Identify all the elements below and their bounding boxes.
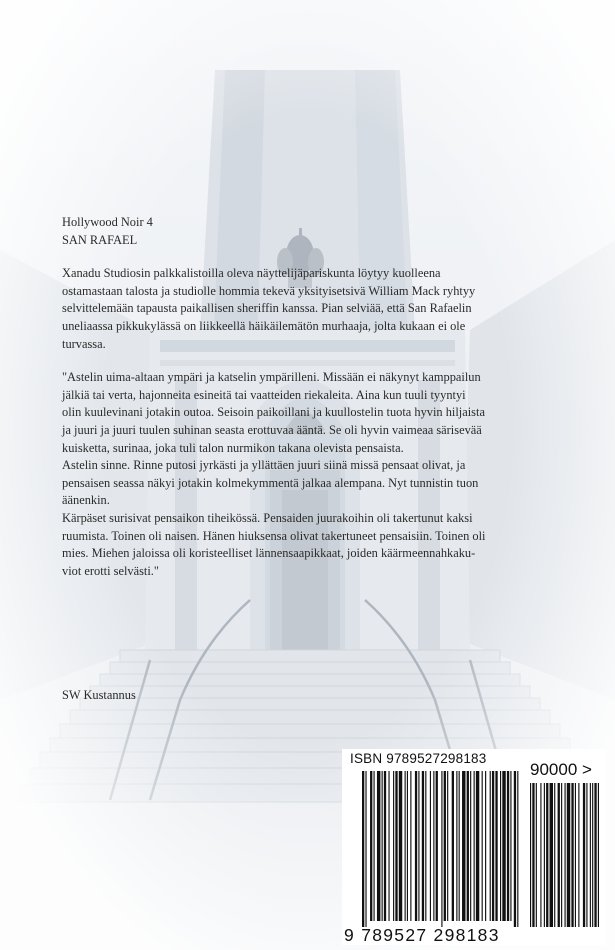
barcode-addon-bar	[530, 783, 531, 927]
barcode-bar	[395, 771, 397, 921]
barcode-addon-bar	[565, 783, 566, 927]
excerpt-line: Kärpäset surisivat pensaikon tiheikössä. Pensaiden juurakoihin oli takertunut kaksi	[62, 510, 473, 525]
barcode-bar	[482, 771, 483, 921]
barcode-bar	[502, 771, 505, 921]
barcode-addon-bar	[578, 783, 579, 927]
barcode-bar	[485, 771, 486, 921]
synopsis-paragraph	[62, 265, 562, 353]
back-cover-text	[62, 214, 562, 580]
barcode-bar	[422, 771, 424, 921]
barcode-addon-bar	[540, 783, 541, 927]
barcode-bar	[436, 771, 438, 921]
series-name: Hollywood Noir 4	[62, 215, 153, 229]
barcode-addon-bar	[594, 783, 596, 927]
barcode-bar	[388, 771, 389, 921]
barcode-bar	[470, 771, 471, 921]
barcode-addon-bar	[590, 783, 591, 927]
barcode-bar	[425, 771, 426, 921]
barcode-addon-bar	[550, 783, 553, 927]
barcode-bar	[415, 771, 417, 921]
barcode-bar	[384, 771, 386, 921]
barcode-bar	[365, 771, 366, 927]
synopsis-line: Xanadu Studiosin palkkalistoilla oleva näyttelijäpariskunta löytyy kuolleena	[62, 266, 441, 281]
barcode-addon-bar	[571, 783, 573, 927]
barcode-bar	[370, 771, 372, 921]
excerpt-line: Astelin sinne. Rinne putosi jyrkästi ja yllättäen juuri siinä missä pensaat olivat, ja	[62, 458, 466, 473]
barcode-bar	[490, 771, 491, 921]
barcode-addon-bar	[586, 783, 587, 927]
publisher-name: SW Kustannus	[62, 688, 136, 702]
barcode-bar	[500, 771, 501, 921]
barcode-addon-bar	[592, 783, 593, 927]
excerpt-line: ja juuri ja juuri tuulen suhinan seasta erottuvaa ääntä. Se oli hyvin vaimeaa särisevää	[62, 422, 482, 437]
excerpt-line: äänenkin.	[62, 493, 110, 508]
barcode-bar	[441, 771, 442, 927]
barcode-bar	[492, 771, 494, 921]
synopsis-line: turvassa.	[62, 336, 106, 351]
excerpt-line: "Astelin uima-altaan ympäri ja katselin ympärilleni. Missään ei näkynyt kamppailun	[62, 370, 481, 385]
barcode-digits: 9 789527 298183	[344, 925, 500, 945]
barcode-bar	[517, 771, 518, 927]
barcode-bar	[362, 771, 364, 927]
barcode-bar	[377, 771, 380, 921]
barcode-addon-bar	[583, 783, 585, 927]
barcode-addon-bar	[532, 783, 534, 927]
book-title: SAN RAFAEL	[62, 232, 138, 247]
barcode-bar	[410, 771, 411, 921]
excerpt-line: jälkiä tai verta, hajonneita esineitä tai vaatteiden riekaleita. Aina kun tuuli tyyntyi	[62, 387, 466, 402]
barcode-addon-bar	[536, 783, 537, 927]
isbn-barcode	[342, 749, 606, 945]
excerpt-paragraph	[62, 369, 562, 580]
barcode-bar	[452, 771, 454, 921]
barcode-bar	[374, 771, 375, 921]
synopsis-line: uneliaassa pikkukylässä on liikkeellä häikäilemätön murhaaja, jolta kukaan ei ole	[62, 318, 466, 333]
barcode-bar	[407, 771, 408, 921]
barcode-bar	[382, 771, 383, 921]
excerpt-line: pensaisen seassa näkyi jotakin kolmekymmentä jalkaa alempana. Nyt tunnistin tuon	[62, 475, 479, 490]
barcode-bar	[476, 771, 479, 921]
excerpt-line: kuisketta, surinaa, joka tuli talon nurmikon takana olevista pensaista.	[62, 440, 404, 455]
barcode-addon-bar	[558, 783, 560, 927]
barcode-bar	[430, 771, 431, 921]
barcode-bar	[393, 771, 394, 921]
barcode-bars	[342, 749, 606, 945]
barcode-bar	[405, 771, 406, 921]
excerpt-line: olin kuulevinani jotakin outoa. Seisoin paikoillani ja kuullostelin tuota hyvin hiljaista	[62, 405, 485, 420]
barcode-bar	[447, 771, 448, 921]
barcode-bar	[507, 771, 509, 921]
barcode-bar	[459, 771, 460, 921]
barcode-bar	[399, 771, 402, 921]
barcode-addon-bar	[544, 783, 545, 927]
barcode-bar	[510, 771, 511, 921]
barcode-addon-bar	[554, 783, 555, 927]
barcode-addon-bar	[546, 783, 548, 927]
barcode-bar	[456, 771, 457, 921]
barcode-bar	[418, 771, 419, 921]
barcode-addon-bar	[598, 783, 599, 927]
barcode-bar	[444, 771, 446, 921]
barcode-addon-bar	[567, 783, 570, 927]
excerpt-line: ruumista. Toinen oli naisen. Hänen hiuksensa olivat takertuneet pensaisiin. Toinen oli	[62, 528, 486, 543]
synopsis-line: selvittelemään tapausta paikallisen sheriffin kanssa. Pian selviää, että San Rafaelin	[62, 301, 472, 316]
barcode-bar	[462, 771, 465, 921]
barcode-addon-bar	[575, 783, 576, 927]
barcode-bar	[467, 771, 469, 921]
barcode-bar	[514, 771, 516, 927]
price-code: 90000 >	[530, 760, 592, 779]
excerpt-line: viot erotti selvästi."	[62, 563, 159, 578]
barcode-bar	[433, 771, 434, 921]
barcode-bar	[474, 771, 475, 921]
barcode-addon-bar	[561, 783, 562, 927]
isbn-label: ISBN 9789527298183	[350, 751, 487, 766]
barcode-bar	[495, 771, 497, 921]
synopsis-line: ostamastaan talosta ja studiolle hommia tekevä yksityisetsivä William Mack ryhtyy	[62, 283, 476, 298]
excerpt-line: mies. Miehen jaloissa oli koristeelliset lännensaapikkaat, joiden käärmeennahkaku-	[62, 546, 476, 561]
